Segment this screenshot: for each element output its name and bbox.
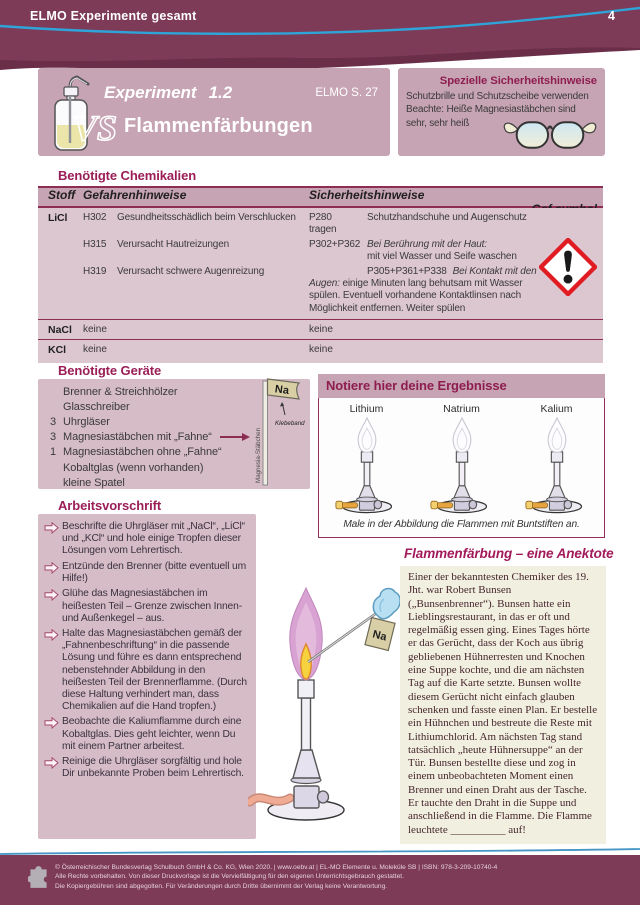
imprint-line: Die Kopiergebühren sind abgegolten. Für Veränderungen durch Dritte übernimmt der Verlag keine Verantwortung. <box>55 882 388 890</box>
glove-icon <box>373 589 400 619</box>
burner-label-kalium: Kalium <box>540 403 573 415</box>
experiment-word: Experiment <box>104 83 197 102</box>
precaution-text: mit viel Wasser und Seife waschen <box>367 251 517 263</box>
column-safety: Sicherheitshinweise <box>309 188 425 202</box>
magnesia-stick-illustration <box>233 373 311 493</box>
procedure-step <box>42 756 250 780</box>
document-title: ELMO Experimente gesamt <box>30 9 197 23</box>
precaution-code: P280 <box>309 212 332 223</box>
step-text: Reinige die Uhrgläser sorgfältig und hole Dir unbekannte Proben beim Lehrertisch. <box>62 756 244 780</box>
experiment-header-box <box>38 68 390 156</box>
hazard-text: Gesundheitsschädlich beim Verschlucken <box>117 212 296 223</box>
step-text: Entzünde den Brenner (bitte eventuell um Hilfe!) <box>62 560 247 584</box>
flame-test-illustration <box>248 572 408 822</box>
safety-glasses-icon <box>501 114 599 154</box>
item-label: Brenner & Streichhölzer <box>63 385 178 398</box>
step-text: Beobachte die Kaliumflamme durch eine Kobaltglas. Dies geht leichter, wenn Du mit einem Partner arbeitest. <box>62 716 242 752</box>
burner-labels-row <box>319 403 604 415</box>
procedure-step <box>42 628 250 713</box>
precaution <box>309 212 603 237</box>
stick-label: Magnesia-Stäbchen <box>255 427 262 483</box>
precaution-text: keine <box>309 324 333 336</box>
item-label: Magnesiastäbchen mit „Fahne“ <box>63 431 212 444</box>
table-row-licl <box>38 212 603 237</box>
chemicals-table-header <box>38 186 603 208</box>
precaution-code: P302+P362 <box>309 238 361 250</box>
substance-name: KCl <box>48 343 67 356</box>
bunsen-burner-icon <box>334 416 400 514</box>
procedure-heading: Arbeitsvorschrift <box>58 498 162 513</box>
hazard-code: H319 <box>83 265 107 277</box>
chemicals-heading: Benötigte Chemikalien <box>58 168 197 183</box>
page-number: 4 <box>608 9 615 23</box>
item-label: kleine Spatel <box>63 476 125 489</box>
bunsen-burner-icon <box>524 416 590 514</box>
burner-row <box>319 416 604 519</box>
vs-monogram-text: VS <box>73 108 118 148</box>
step-arrow-icon <box>44 589 59 601</box>
item-label: Magnesiastäbchen ohne „Fahne“ <box>63 446 222 459</box>
anecdote-box <box>400 566 606 844</box>
table-row-kcl <box>38 340 603 359</box>
procedure-box <box>38 514 256 839</box>
step-text: Halte das Magnesiastäbchen gemäß der „Fahnenbeschriftung“ in die passende Lösung und führe es dann entsprechend nebenstehnder Abbildung in den heißesten Teil der Brennerflamme. (Durch diese Haltung verhindert man, dass Chemikalien auf die Hand tropfen.) <box>62 628 247 712</box>
results-box <box>318 398 605 538</box>
safety-box-title: Spezielle Sicherheitshinweise <box>439 75 597 87</box>
anecdote-text: Einer der bekanntesten Chemiker des 19. Jht. war Robert Bunsen („Bunsenbrenner“). Bunsen hatte ein Lieblingsrestaurant, in das er oft und regelmäßig essen ging. Eines Tages hörte er das Gerücht, dass der Koch aus übrig gebliebenen Hühnerresten und Knochen eine Suppe kochte, und die am nächsten Tag auf die Karte setzte. Bunsen wollte diesem Gerücht nicht einfach glauben schenken und fasste einen Plan. Er bestelle ein Hühnchen und bestreute die Reste mit Lithiumchlorid. Am nächsten Tag stand tatsächlich „heute Hühnersuppe“ an der Tür. Bunsen bestellte diese und zog in einem unbeobachteten Moment einen Brenner und einen Draht aus der Tasche. Er tauchte den Draht in die Suppe und anschließend in die Flamme. Die Flamme leuchtete __________ auf! <box>408 571 598 836</box>
precaution-text: Schutzhandschuhe und Augenschutz tragen <box>309 212 527 236</box>
column-stoff: Stoff <box>48 188 76 202</box>
chemicals-table <box>38 186 603 363</box>
table-row-nacl <box>38 320 603 339</box>
ghs07-exclamation-icon <box>539 238 597 296</box>
imprint-line: © Österreichischer Bundesverlag Schulbuch GmbH & Co. KG, Wien 2020. | www.oebv.at | EL-MO Elemente u. Moleküle SB | ISBN: 978-3-209-10740-4 <box>55 864 498 871</box>
footer-bar <box>0 855 640 905</box>
special-safety-box <box>398 68 605 156</box>
step-arrow-icon <box>44 562 59 574</box>
hazard-text: Verursacht schwere Augenreizung <box>117 265 265 277</box>
na-flag-label: Na <box>274 383 290 397</box>
safety-text-line: sehr, sehr heiß <box>406 117 470 129</box>
precaution-text: einige Minuten lang behutsam mit Wasser spülen. Eventuell vorhandene Kontaktlinsen nach Möglichkeit entfernen. Weiter spülen <box>309 278 523 314</box>
item-qty: 3 <box>49 415 56 428</box>
hazard-text: Verursacht Hautreizungen <box>117 238 230 250</box>
book-page-reference: ELMO S. 27 <box>315 87 378 99</box>
procedure-step <box>42 521 250 557</box>
anecdote-heading: Flammenfärbung – eine Anektote <box>404 546 614 561</box>
equipment-heading: Benötigte Geräte <box>58 363 162 378</box>
item-qty: 3 <box>49 431 56 444</box>
step-arrow-icon <box>44 757 59 769</box>
burner-label-lithium: Lithium <box>349 403 384 415</box>
procedure-step <box>42 561 250 585</box>
substance-name: NaCl <box>48 323 72 336</box>
precaution-code: P305+P361+P338 <box>367 265 447 277</box>
procedure-step <box>42 588 250 624</box>
column-hazard: Gefahrenhinweise <box>83 188 187 202</box>
hazard-text: keine <box>83 344 107 356</box>
safety-text-line: Beachte: Heiße Magnesiastäbchen sind <box>406 104 576 116</box>
precaution-text: keine <box>309 344 333 356</box>
precaution-lead: Bei Kontakt mit den Augen: <box>309 265 537 290</box>
bunsen-burner-icon <box>429 416 495 514</box>
experiment-title: Flammenfärbungen <box>124 115 313 137</box>
table-row-licl <box>38 239 603 264</box>
hazard-code: H302 <box>83 212 107 223</box>
procedure-step <box>42 716 250 752</box>
item-label: Kobaltglas (wenn vorhanden) <box>63 461 204 474</box>
experiment-label <box>104 83 232 103</box>
hazard-code: H315 <box>83 238 107 250</box>
imprint-line: Alle Rechte vorbehalten. Von dieser Druckvorlage ist die Vervielfältigung für den eigenen Unterrichtsgebrauch gestattet. <box>55 873 404 881</box>
results-heading: Notiere hier deine Ergebnisse <box>318 374 605 398</box>
substance-name: LiCl <box>48 212 68 224</box>
step-arrow-icon <box>44 522 59 534</box>
precaution-lead: Bei Berührung mit der Haut: <box>367 238 487 250</box>
results-caption: Male in der Abbildung die Flammen mit Buntstiften an. <box>343 519 580 530</box>
item-label: Glasschreiber <box>63 400 130 413</box>
item-qty: 1 <box>49 446 56 459</box>
step-text: Glühe das Magnesiastäbchen im heißesten Teil – Grenze zwischen Innen- und Außenkegel – aus. <box>62 588 242 624</box>
step-arrow-icon <box>44 717 59 729</box>
burner-label-natrium: Natrium <box>443 403 480 415</box>
hazard-text: keine <box>83 324 107 336</box>
experiment-number: 1.2 <box>208 83 233 102</box>
chemicals-table-body <box>38 208 603 363</box>
safety-text-line: Schutzbrille und Schutzscheibe verwenden <box>406 91 589 102</box>
step-text: Beschrifte die Uhrgläser mit „NaCl“, „LiCl“ und „KCl“ und hole einige Tropfen dieser Lösungen vom Lehrertisch. <box>62 521 245 557</box>
imprint-text <box>55 863 615 891</box>
na-tag-label: Na <box>371 628 388 644</box>
puzzle-piece-icon <box>28 862 49 888</box>
step-arrow-icon <box>44 629 59 641</box>
tape-label: Klebeband <box>275 420 305 427</box>
table-row-licl <box>38 266 603 316</box>
item-label: Uhrgläser <box>63 415 110 428</box>
